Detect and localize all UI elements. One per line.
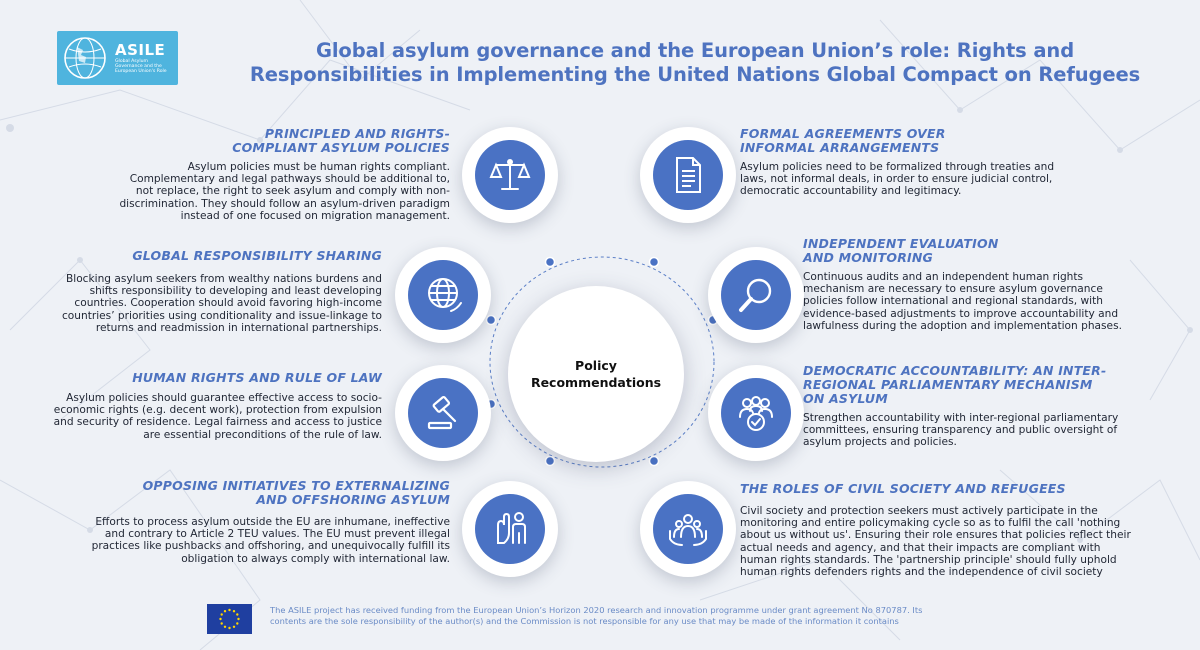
body-democratic: [803, 412, 1193, 449]
globe-icon-circle: [395, 247, 491, 343]
body-line: lawfulness during the adoption and implementation phases.: [803, 319, 1122, 332]
eu-flag-icon: [207, 604, 252, 634]
globe-logo-icon: [57, 31, 113, 85]
heading-line: ON ASYLUM: [803, 391, 888, 406]
page-title-line1: Global asylum governance and the European Union’s role: Rights and: [315, 39, 1075, 62]
heading-line: DEMOCRATIC ACCOUNTABILITY: AN INTER-: [803, 363, 1107, 378]
block-democratic-accountability: [803, 364, 1193, 449]
body-line: Asylum policies need to be formalized through treaties and: [740, 161, 1055, 173]
heading-line: COMPLIANT ASYLUM POLICIES: [232, 140, 450, 155]
body-line: Asylum policies should guarantee effective access to socio-: [66, 392, 382, 404]
center-label-line2: Recommendations: [530, 375, 662, 390]
asile-logo: [57, 31, 178, 85]
globe-hand-icon: [421, 273, 465, 317]
block-civil-society: [740, 482, 1195, 578]
heading-line: PRINCIPLED AND RIGHTS-: [264, 126, 450, 141]
heading-line: INFORMAL ARRANGEMENTS: [740, 140, 940, 155]
people-hands-icon: [666, 507, 710, 551]
heading-formal: [740, 127, 1180, 155]
body-global-responsibility: [10, 273, 382, 334]
heading-democratic: [803, 364, 1193, 406]
page-title: [200, 39, 1190, 87]
logo-title: ASILE: [115, 40, 166, 59]
body-line: Efforts to process asylum outside the EU are inhumane, ineffective: [95, 516, 450, 528]
stop-hand-person-icon: [488, 507, 532, 551]
heading-line: OPPOSING INITIATIVES TO EXTERNALIZING: [142, 478, 450, 493]
body-line: not replace, the right to seek asylum and comply with non-: [135, 185, 450, 198]
body-line: instead of one focused on migration management.: [180, 209, 450, 222]
footer-line: contents are the sole responsibility of the author(s) and the Commission is not responsible for any use that may be made of the information it contains: [270, 616, 899, 626]
policy-recommendations-circle: [508, 286, 684, 462]
body-civil-society: [740, 505, 1195, 578]
center-label-line1: Policy: [575, 358, 617, 373]
page-title-line2: Responsibilities in Implementing the United Nations Global Compact on Refugees: [249, 63, 1141, 86]
body-line: democratic accountability and legitimacy.: [740, 185, 962, 198]
body-line: policies follow international and regional standards, with: [803, 295, 1103, 308]
logo-subtitle: Global Asylum Governance and the European Union's Role: [115, 58, 167, 75]
body-line: obligation to always comply with international law.: [181, 552, 450, 565]
block-formal-agreements: [740, 127, 1180, 198]
body-evaluation: [803, 271, 1193, 332]
group-check-icon: [734, 391, 778, 435]
heading-global-responsibility: [10, 249, 382, 263]
funding-disclaimer: [270, 605, 1030, 627]
scales-icon: [488, 153, 532, 197]
body-line: actual needs and agency, and that their impacts are compliant with: [740, 541, 1101, 554]
block-opposing-externalizing: [10, 479, 450, 565]
body-line: asylum projects and policies.: [803, 436, 957, 449]
heading-civil-society: [740, 482, 1195, 496]
gavel-icon-circle: [395, 365, 491, 461]
body-line: Complementary and legal pathways should be additional to,: [129, 173, 450, 186]
heading-line: AND OFFSHORING ASYLUM: [256, 492, 450, 507]
body-line: shifts responsibility to developing and least developing: [89, 285, 382, 298]
body-line: human rights standards. The 'partnership principle' should fully uphold: [740, 553, 1117, 566]
document-icon: [666, 153, 710, 197]
block-independent-evaluation: [803, 237, 1193, 332]
magnifier-icon-circle: [708, 247, 804, 343]
heading-line: THE ROLES OF CIVIL SOCIETY AND REFUGEES: [740, 481, 1066, 496]
body-human-rights: [10, 392, 382, 441]
body-line: Blocking asylum seekers from wealthy nations burdens and: [65, 273, 382, 285]
people-hands-icon-circle: [640, 481, 736, 577]
body-line: laws, not informal deals, in order to ensure judicial control,: [740, 173, 1053, 186]
body-line: committees, ensuring transparency and public oversight of: [803, 424, 1118, 437]
body-line: countries. Cooperation should avoid favoring high-income: [74, 297, 382, 310]
body-formal: [740, 161, 1180, 198]
heading-principled: [20, 127, 450, 155]
heading-line: FORMAL AGREEMENTS OVER: [740, 126, 946, 141]
footer-line: The ASILE project has received funding from the European Union’s Horizon 2020 research and innovation programme under grant agreement No 870787. Its: [270, 605, 923, 615]
body-line: evidence-based adjustments to improve accountability and: [803, 307, 1119, 320]
body-line: practices like pushbacks and offshoring, and unequivocally fulfill its: [91, 540, 450, 553]
document-icon-circle: [640, 127, 736, 223]
group-check-icon-circle: [708, 365, 804, 461]
heading-line: REGIONAL PARLIAMENTARY MECHANISM: [803, 377, 1093, 392]
heading-human-rights: [10, 371, 382, 385]
heading-evaluation: [803, 237, 1193, 265]
body-line: human rights defenders rights and the independence of civil society: [740, 566, 1103, 579]
body-line: and security of residence. Legal fairness and access to justice: [53, 416, 382, 429]
body-line: mechanism are necessary to ensure asylum governance: [803, 283, 1103, 296]
scales-icon-circle: [462, 127, 558, 223]
heading-line: HUMAN RIGHTS AND RULE OF LAW: [132, 370, 382, 385]
center-label: [531, 357, 661, 391]
body-line: discrimination. They should follow an asylum-driven paradigm: [119, 197, 450, 210]
body-line: Civil society and protection seekers must actively participate in the: [740, 505, 1098, 517]
body-line: monitoring and entire policymaking cycle so as to fulfil the call 'nothing: [740, 517, 1121, 530]
body-line: economic rights (e.g. decent work), protection from expulsion: [53, 404, 382, 417]
body-line: returns and readmission in international partnerships.: [95, 321, 382, 334]
body-line: Continuous audits and an independent human rights: [803, 271, 1084, 283]
heading-opposing: [10, 479, 450, 507]
body-line: countries’ priorities using conditionality and issue-linkage to: [61, 309, 382, 322]
body-line: and contrary to Article 2 TEU values. The EU must prevent illegal: [104, 528, 450, 541]
body-line: Strengthen accountability with inter-regional parliamentary: [803, 412, 1119, 424]
heading-line: INDEPENDENT EVALUATION: [803, 236, 999, 251]
block-principled-policies: [20, 127, 450, 222]
body-opposing: [10, 516, 450, 565]
body-line: about us without us'. Ensuring their role ensures that policies reflect their: [740, 529, 1131, 542]
heading-line: AND MONITORING: [803, 250, 933, 265]
heading-line: GLOBAL RESPONSIBILITY SHARING: [132, 248, 382, 263]
body-line: are essential preconditions of the rule of law.: [143, 428, 382, 441]
gavel-icon: [421, 391, 465, 435]
stop-hand-person-icon-circle: [462, 481, 558, 577]
body-line: Asylum policies must be human rights compliant.: [187, 161, 450, 173]
body-principled: [20, 161, 450, 222]
block-human-rights: [10, 371, 382, 441]
block-global-responsibility: [10, 249, 382, 334]
magnifier-icon: [734, 273, 778, 317]
